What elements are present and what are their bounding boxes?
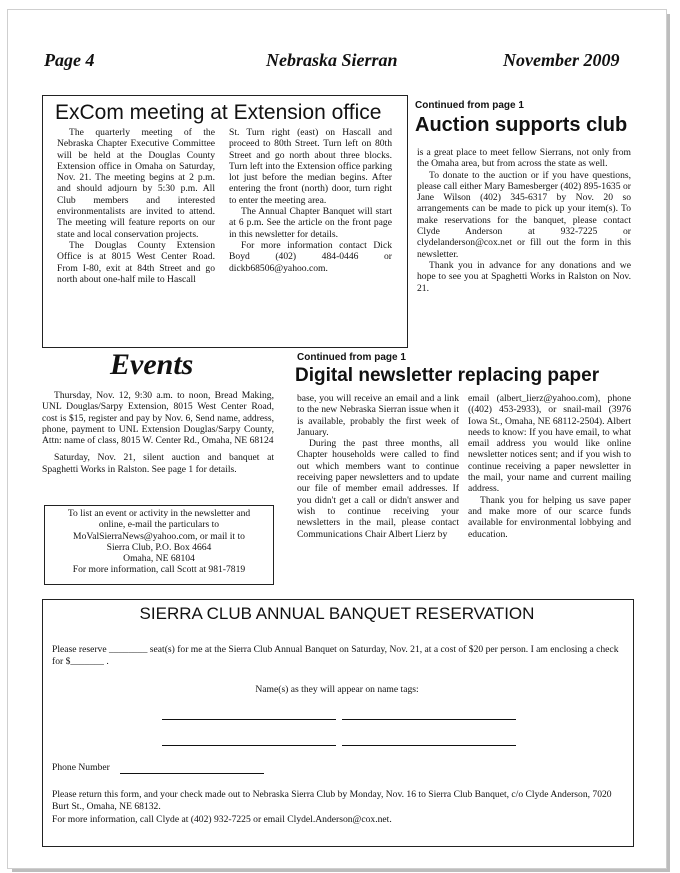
excom-paragraph: The quarterly meeting of the Nebraska Chapter Executive Committee will be held at the Douglas County Extension office in Omaha on Saturday, Nov. 21. The meeting begins at 2 p.m. and should adjourn by 5:30 p.m. All Club members and interested environmentalists are invited to attend. The meeting will feature reports on our state and local conservation projects. [57,127,215,240]
excom-paragraph: For more information contact Dick Boyd (402) 484-0446 or dickb68506@yahoo.com. [229,239,392,274]
events-list [42,390,274,475]
auction-continued-label: Continued from page 1 [415,100,524,111]
excom-paragraph: St. Turn right (east) on Hascall and proceed to 80th Street. Turn left on 80th Street and go north about three blocks. Turn left into the Extension office parking lot just before the median begins. After entering the front (north) door, turn right to enter the meeting area. [229,127,392,206]
submission-line: Sierra Club, P.O. Box 4664 [106,541,212,553]
name-tags-label: Name(s) as they will appear on name tags: [255,684,419,695]
digital-column-2 [468,393,631,540]
auction-body [417,147,631,294]
issue-date: November 2009 [503,50,620,70]
auction-paragraph: To donate to the auction or if you have questions, please call either Mary Bamesberger (402) 895-1635 or Jane Wilson (402) 345-6317 by Nov. 20 so arrangements can be made to pick up your item(s). To make reservations for the banquet, please contact Clyde Anderson at 932-7225 or clydelanderson@cox.net or fill out the form in this newsletter. [417,169,631,260]
submission-email[interactable]: MoValSierraNews@yahoo.com, or mail it to [73,530,245,542]
auction-paragraph: is a great place to meet fellow Sierrans, not only from the Omaha area, but from across the state as well. [417,147,631,170]
event-submission-text [44,508,274,576]
digital-paragraph: email (albert_lierz@yahoo.com), phone ((402) 453-2933), or snail-mail (3976 Iowa St., Omaha, NE 68112-2504). Albert needs to know: If you have email, to what email address you would like online newsletter notices sent; and if you wish to continue receiving a paper newsletter in the mail, your name and current mailing address. [468,393,631,495]
submission-line: For more information, call Scott at 981-7819 [72,564,246,576]
name-field-2[interactable] [342,719,516,720]
name-field-1[interactable] [162,719,336,720]
excom-column-2 [229,127,392,274]
excom-paragraph: The Annual Chapter Banquet will start at 6 p.m. See the article on the front page in this newsletter for details. [229,206,392,240]
newsletter-page [8,10,666,868]
digital-headline: Digital newsletter replacing paper [295,365,600,386]
excom-paragraph: The Douglas County Extension Office is at 8015 West Center Road. From I-80, exit at 84th Street and go north about one-half mile to Hascall [57,239,215,285]
events-headline: Events [110,348,194,381]
auction-paragraph: Thank you in advance for any donations and we hope to see you at Spaghetti Works in Ralston on Nov. 21. [417,259,631,294]
page-number: Page 4 [44,50,95,70]
event-item: Thursday, Nov. 12, 9:30 a.m. to noon, Bread Making, UNL Douglas/Sarpy Extension, 8015 West Center Road, cost is $15, register and pay by Nov. 6, Send name, address, phone, payment to UNL Extension Douglas/Sarpy County, Attn: name of class, 8015 W. Center Rd., Omaha, NE 68124 [42,390,274,447]
event-item: Saturday, Nov. 21, silent auction and banquet at Spaghetti Works in Ralston. See page 1 for details. [42,452,274,475]
phone-number-field[interactable] [120,773,264,774]
reserve-text: Please reserve ________ seat(s) for me at the Sierra Club Annual Banquet on Saturday, Nov. 21, at a cost of $20 per person. I am enclosing a check for $_______ . [52,644,619,667]
digital-paragraph: base, you will receive an email and a link to the new Nebraska Sierran issue when it is available, probably the first week of January. [297,393,459,438]
digital-paragraph: During the past three months, all Chapter households were called to find out which members want to continue receiving paper newsletters and to update our file of member email addresses. If you didn't get a call or didn't answer and wish to continue receiving your newsletters in the mail, please contact Communications Chair Albert Lierz by [297,438,459,540]
return-instructions: Please return this form, and your check made out to Nebraska Sierra Club by Monday, Nov. 16 to Sierra Club Banquet, c/o Clyde Anderson, 7020 Burt St., Omaha, NE 68132. [52,789,612,812]
digital-continued-label: Continued from page 1 [297,352,406,363]
submission-line: To list an event or activity in the newsletter and [67,508,251,519]
excom-column-1 [57,127,215,285]
excom-headline: ExCom meeting at Extension office [55,101,382,124]
submission-line: Omaha, NE 68104 [123,553,195,565]
digital-column-1 [297,393,459,540]
submission-line: online, e-mail the particulars to [98,519,220,531]
auction-headline: Auction supports club [415,114,628,136]
digital-paragraph: Thank you for helping us save paper and make more of our scarce funds available for environmental lobbying and education. [468,494,631,540]
contact-info: For more information, call Clyde at (402) 932-7225 or email Clydel.Anderson@cox.net. [52,814,392,825]
newsletter-title: Nebraska Sierran [266,50,398,70]
name-field-4[interactable] [342,745,516,746]
name-field-3[interactable] [162,745,336,746]
phone-number-label: Phone Number [52,762,110,773]
banquet-form-title: SIERRA CLUB ANNUAL BANQUET RESERVATION [139,604,535,623]
